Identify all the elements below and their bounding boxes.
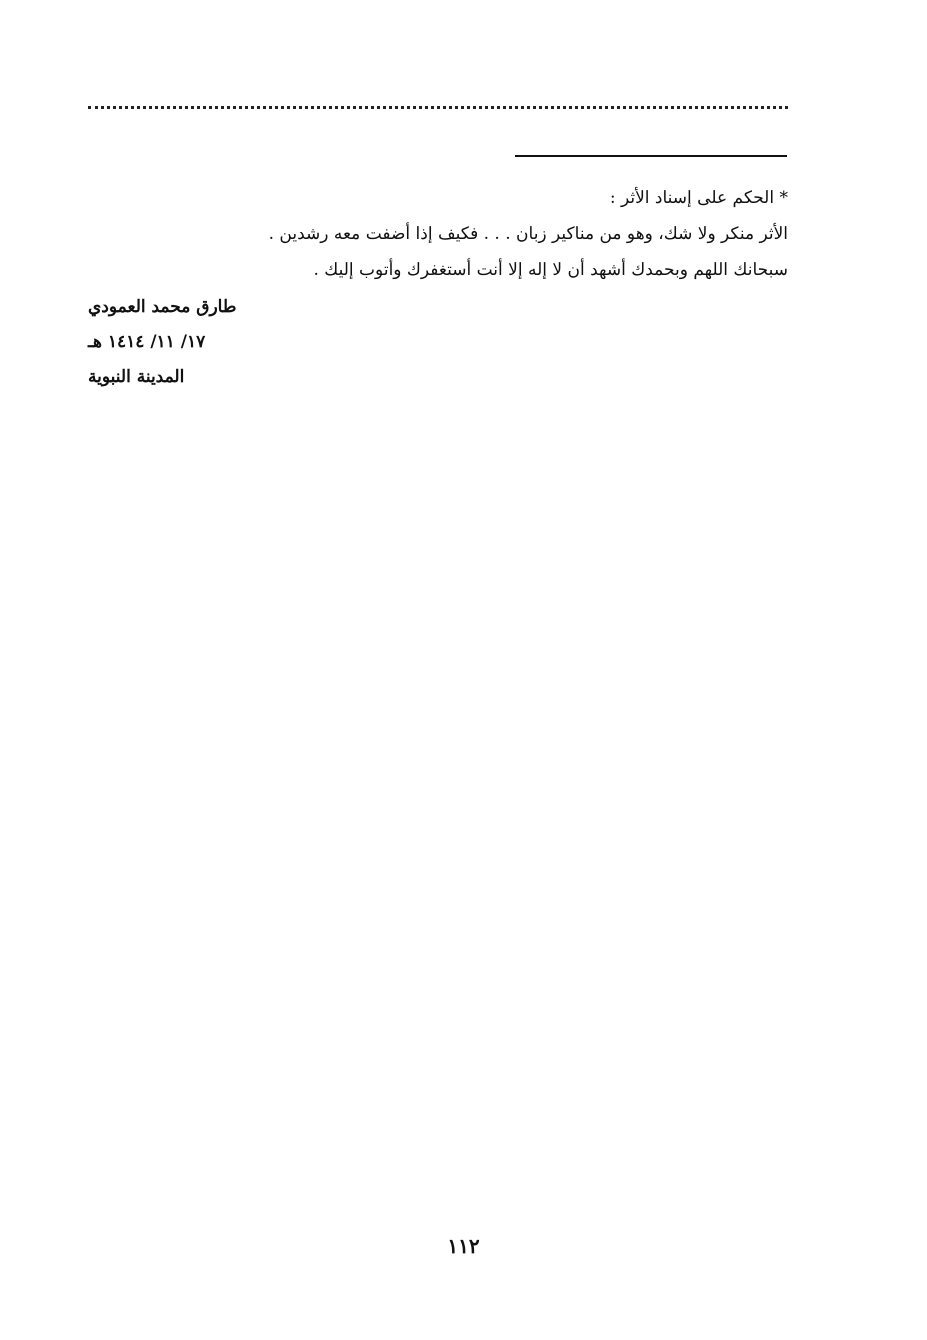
signature-block: [88, 290, 236, 395]
paragraph-line-2: سبحانك اللهم وبحمدك أشهد أن لا إله إلا أنت أستغفرك وأتوب إليك .: [313, 260, 788, 280]
signature-place: المدينة النبوية: [88, 367, 185, 387]
section-heading: * الحكم على إسناد الأثر :: [609, 188, 788, 208]
author-name: طارق محمد العمودي: [88, 297, 237, 317]
paragraph-line-1: الأثر منكر ولا شك، وهو من مناكير زبان . . . فكيف إذا أضفت معه رشدين .: [268, 224, 788, 244]
signature-date: ١٧/ ١١/ ١٤١٤ هـ: [88, 332, 206, 352]
footnote-rule: [515, 155, 787, 157]
page-number: ١١٢: [447, 1234, 480, 1258]
body-text: [88, 180, 788, 288]
dotted-separator: [88, 106, 788, 109]
